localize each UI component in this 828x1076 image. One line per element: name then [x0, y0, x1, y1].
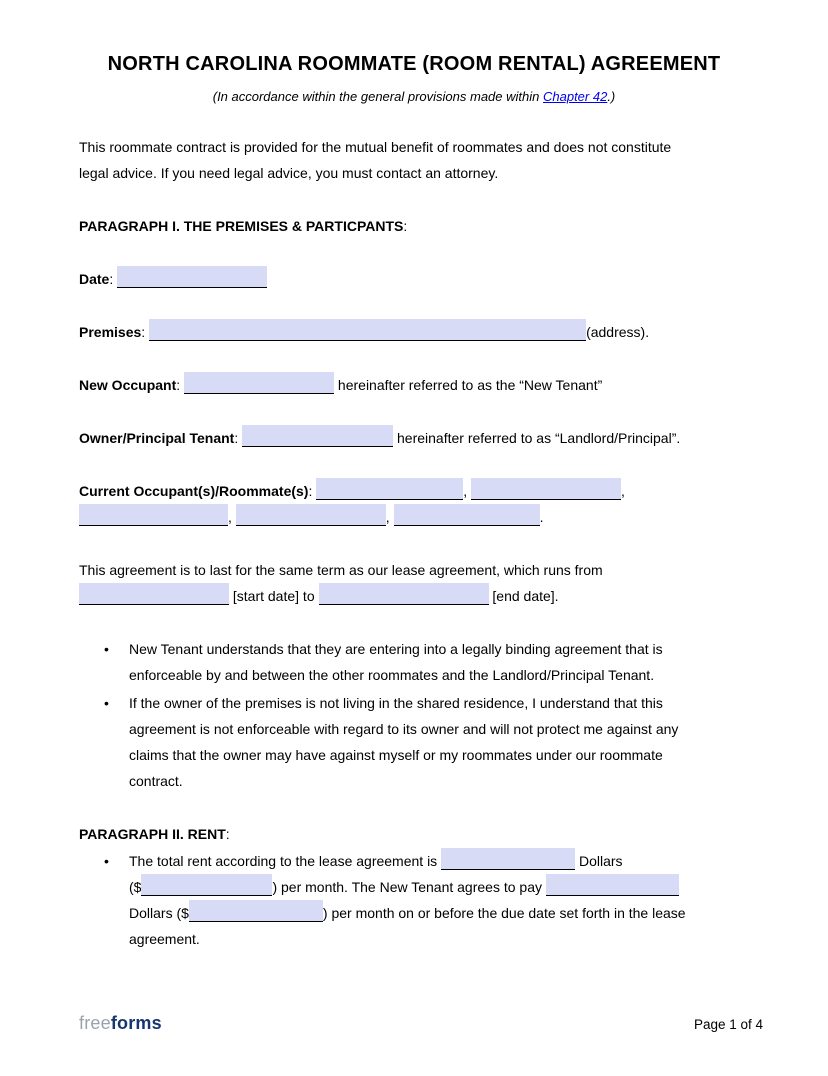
new-occupant-colon: :: [176, 377, 181, 393]
owner-field[interactable]: [242, 425, 393, 447]
date-field[interactable]: [117, 266, 267, 288]
term-line-2: [79, 583, 749, 609]
total-rent-amount-field[interactable]: [141, 874, 272, 896]
rent-text-6: ) per month on or before the due date set forth in the lease: [322, 905, 686, 921]
current-occupants-label: Current Occupant(s)/Roommate(s): [79, 483, 309, 499]
roommate-field-2[interactable]: [471, 478, 621, 500]
term-line-1: This agreement is to last for the same term as our lease agreement, which runs from: [79, 562, 603, 578]
bullet-item-1: [79, 636, 749, 688]
logo-forms-text: forms: [110, 1013, 162, 1033]
paragraph2-heading-colon: :: [225, 826, 230, 842]
bullet2-line-4: contract.: [129, 773, 183, 789]
roommate-field-3[interactable]: [79, 504, 228, 526]
tenant-pay-words-field[interactable]: [546, 874, 679, 896]
rent-line-1: [129, 848, 749, 874]
premises-colon: :: [141, 324, 146, 340]
start-date-field[interactable]: [79, 583, 229, 605]
current-occupants-row: [79, 478, 749, 530]
current-occupants-line-2: [79, 504, 749, 530]
subtitle-prefix: (In accordance within the general provisions made within: [212, 89, 540, 104]
premises-suffix: (address).: [586, 324, 650, 340]
separator-comma: ,: [621, 483, 625, 499]
date-colon: :: [109, 271, 114, 287]
rent-line-3: [129, 900, 749, 926]
bullet-marker: •: [104, 695, 109, 711]
bullet-marker: •: [104, 641, 109, 657]
page-number: Page 1 of 4: [693, 1017, 763, 1032]
premises-field[interactable]: [149, 319, 586, 341]
term-paragraph: [79, 557, 749, 609]
page-footer: [79, 1013, 763, 1034]
new-occupant-label: New Occupant: [79, 377, 177, 393]
rent-text-2: Dollars: [578, 853, 623, 869]
new-occupant-row: [79, 372, 749, 398]
rent-text-4: ) per month. The New Tenant agrees to pay: [272, 879, 542, 895]
document-title: NORTH CAROLINA ROOMMATE (ROOM RENTAL) AGREEMENT: [107, 53, 721, 75]
owner-row: [79, 425, 749, 451]
premises-label: Premises: [79, 324, 142, 340]
document-subtitle: [79, 87, 749, 107]
paragraph1-heading-colon: :: [403, 218, 408, 234]
end-date-label: [end date].: [492, 588, 559, 604]
bullet1-line-1: New Tenant understands that they are entering into a legally binding agreement that is: [129, 641, 663, 657]
rent-text-5: Dollars ($: [129, 905, 189, 921]
new-occupant-suffix: hereinafter referred to as the “New Tenant”: [337, 377, 603, 393]
roommate-field-1[interactable]: [316, 478, 463, 500]
roommate-field-4[interactable]: [236, 504, 386, 526]
bullet1-line-2: enforceable by and between the other roommates and the Landlord/Principal Tenant.: [129, 667, 655, 683]
paragraph1-heading: [79, 213, 749, 239]
intro-line-1: This roommate contract is provided for the mutual benefit of roommates and does not constitute: [79, 139, 672, 155]
rent-text-3: ($: [129, 879, 142, 895]
paragraph1-bullet-list: [79, 636, 749, 794]
bullet2-line-1: If the owner of the premises is not living in the shared residence, I understand that this: [129, 695, 663, 711]
paragraph1-heading-text: PARAGRAPH I. THE PREMISES & PARTICPANTS: [79, 218, 404, 234]
separator-comma: ,: [228, 509, 232, 525]
freeforms-logo: [79, 1013, 162, 1034]
rent-text-1: The total rent according to the lease agreement is: [129, 853, 438, 869]
premises-row: [79, 319, 749, 345]
separator-period: .: [539, 509, 544, 525]
bullet-item-2: [79, 690, 749, 794]
bullet2-line-3: claims that the owner may have against myself or my roommates under our roommate: [129, 747, 663, 763]
paragraph2-heading: [79, 821, 749, 847]
chapter-42-link[interactable]: Chapter 42: [542, 89, 608, 104]
bullet2-line-2: agreement is not enforceable with regard to its owner and will not protect me against any: [129, 721, 679, 737]
rent-line-2: [129, 874, 749, 900]
owner-label: Owner/Principal Tenant: [79, 430, 235, 446]
separator-comma: ,: [463, 483, 468, 499]
date-row: [79, 266, 749, 292]
subtitle-suffix: .): [607, 89, 616, 104]
bullet-marker: •: [104, 853, 109, 869]
intro-paragraph: [79, 134, 749, 186]
roommate-field-5[interactable]: [394, 504, 540, 526]
current-occupants-colon: :: [308, 483, 313, 499]
total-rent-words-field[interactable]: [441, 848, 575, 870]
start-date-label: [start date] to: [232, 588, 315, 604]
current-occupants-line-1: [79, 478, 749, 504]
separator-comma: ,: [385, 509, 390, 525]
tenant-pay-amount-field[interactable]: [189, 900, 323, 922]
rent-line-4: agreement.: [129, 931, 200, 947]
rent-bullet-item: [79, 848, 749, 952]
logo-free-text: free: [79, 1013, 111, 1033]
paragraph2-heading-text: PARAGRAPH II. RENT: [79, 826, 226, 842]
date-label: Date: [79, 271, 110, 287]
end-date-field[interactable]: [319, 583, 489, 605]
owner-suffix: hereinafter referred to as “Landlord/Principal”.: [397, 430, 681, 446]
intro-line-2: legal advice. If you need legal advice, you must contact an attorney.: [79, 165, 499, 181]
new-occupant-field[interactable]: [184, 372, 334, 394]
owner-colon: :: [234, 430, 239, 446]
